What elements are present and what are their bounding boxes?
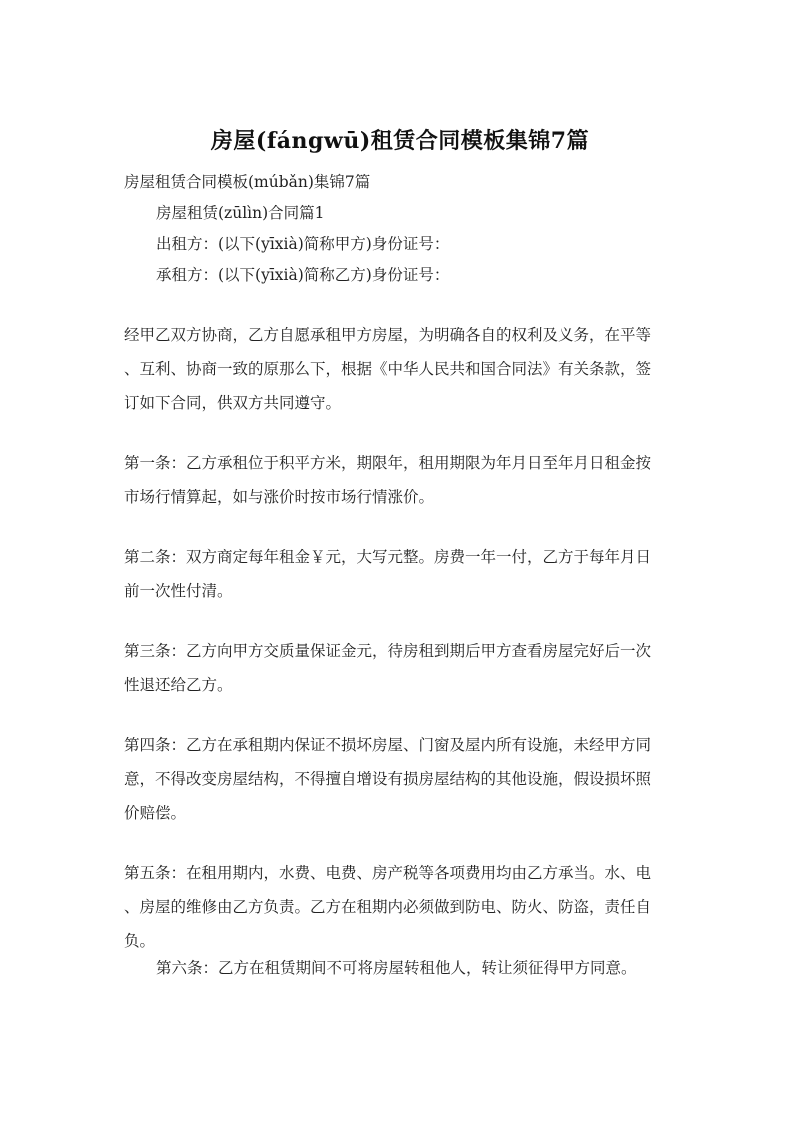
paragraph-line: 第二条：双方商定每年租金￥元，大写元整。房费一年一付，乙方于每年月日 (124, 548, 652, 566)
paragraph-line: 第四条：乙方在承租期内保证不损坏房屋、门窗及屋内所有设施，未经甲方同 (124, 736, 652, 754)
article-3-paragraph (124, 634, 676, 702)
preamble-paragraph (124, 318, 676, 420)
paragraph-line: 性退还给乙方。 (124, 676, 233, 694)
contract-heading: 房屋租赁(zūlìn)合同篇1 (156, 204, 325, 222)
lessee-line: 承租方：(以下(yīxià)简称乙方)身份证号： (156, 266, 450, 284)
paragraph-line: 经甲乙双方协商，乙方自愿承租甲方房屋，为明确各自的权利及义务，在平等 (124, 326, 652, 344)
paragraph-line: 负。 (124, 932, 156, 950)
article-4-paragraph (124, 728, 676, 830)
article-2-paragraph (124, 540, 676, 608)
paragraph-line: 意，不得改变房屋结构，不得擅自增设有损房屋结构的其他设施，假设损坏照 (124, 770, 652, 788)
paragraph-line: 订如下合同，供双方共同遵守。 (124, 394, 342, 412)
subtitle-line: 房屋租赁合同模板(múbǎn)集锦7篇 (124, 173, 371, 191)
paragraph-line: 前一次性付清。 (124, 582, 233, 600)
article-5-paragraph (124, 856, 676, 958)
paragraph-line: 价赔偿。 (124, 804, 187, 822)
paragraph-line: 第一条：乙方承租位于积平方米，期限年，租用期限为年月日至年月日租金按 (124, 454, 652, 472)
paragraph-line: 第三条：乙方向甲方交质量保证金元，待房租到期后甲方查看房屋完好后一次 (124, 642, 652, 660)
paragraph-line: 第五条：在租用期内，水费、电费、房产税等各项费用均由乙方承当。水、电 (124, 864, 652, 882)
article-1-paragraph (124, 446, 676, 514)
paragraph-line: 、互利、协商一致的原那么下，根据《中华人民共和国合同法》有关条款，签 (124, 360, 652, 378)
paragraph-line: 、房屋的维修由乙方负责。乙方在租期内必须做到防电、防火、防盗，责任自 (124, 898, 652, 916)
paragraph-line: 市场行情算起，如与涨价时按市场行情涨价。 (124, 488, 435, 506)
document-title: 房屋(fángwū)租赁合同模板集锦7篇 (210, 128, 590, 154)
article-6-line: 第六条：乙方在租赁期间不可将房屋转租他人，转让须征得甲方同意。 (156, 959, 637, 977)
lessor-line: 出租方：(以下(yīxià)简称甲方)身份证号： (156, 235, 450, 253)
